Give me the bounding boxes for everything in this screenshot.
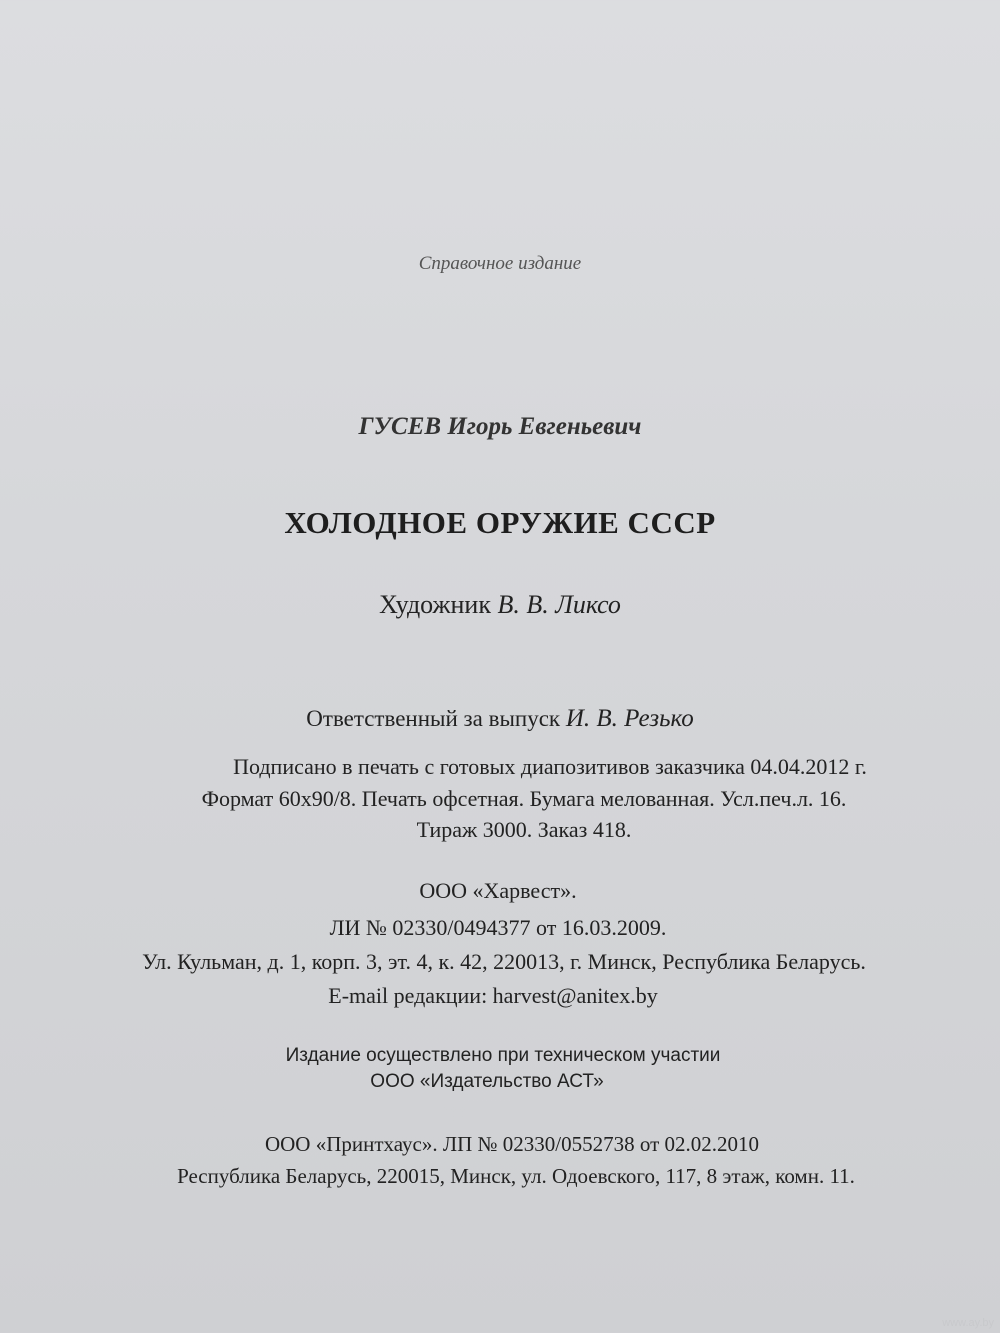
- technical-line-2: ООО «Издательство АСТ»: [370, 1071, 604, 1092]
- artist-line: [0, 590, 1000, 620]
- printer-line-2: Республика Беларусь, 220015, Минск, ул. Одоевского, 117, 8 этаж, комн. 11.: [177, 1164, 855, 1188]
- responsible-name: И. В. Резько: [565, 705, 694, 732]
- publisher-name: ООО «Харвест».: [419, 878, 577, 903]
- responsible-line: [0, 705, 1000, 733]
- edition-type: Справочное издание: [418, 253, 582, 274]
- responsible-label: Ответственный за выпуск: [306, 706, 561, 731]
- publisher-email: E-mail редакции: harvest@anitex.by: [328, 983, 658, 1008]
- author-name: ГУСЕВ Игорь Евгеньевич: [358, 413, 642, 440]
- artist-name: В. В. Ликсо: [497, 590, 621, 619]
- technical-line-1: Издание осуществлено при техническом участии: [285, 1045, 721, 1066]
- print-signed-line: Подписано в печать с готовых диапозитивов заказчика 04.04.2012 г.: [233, 754, 867, 779]
- print-format-line: Формат 60х90/8. Печать офсетная. Бумага мелованная. Усл.печ.л. 16.: [201, 786, 847, 811]
- artist-label: Художник: [379, 590, 491, 619]
- print-run-line: Тираж 3000. Заказ 418.: [416, 817, 632, 842]
- book-title: ХОЛОДНОЕ ОРУЖИЕ СССР: [284, 505, 716, 540]
- printer-line-1: ООО «Принтхаус». ЛП № 02330/0552738 от 02.02.2010: [264, 1132, 760, 1156]
- watermark: www.ay.by: [942, 1317, 994, 1329]
- publisher-license: ЛИ № 02330/0494377 от 16.03.2009.: [329, 915, 667, 940]
- publisher-address: Ул. Кульман, д. 1, корп. 3, эт. 4, к. 42, 220013, г. Минск, Республика Беларусь.: [142, 949, 866, 974]
